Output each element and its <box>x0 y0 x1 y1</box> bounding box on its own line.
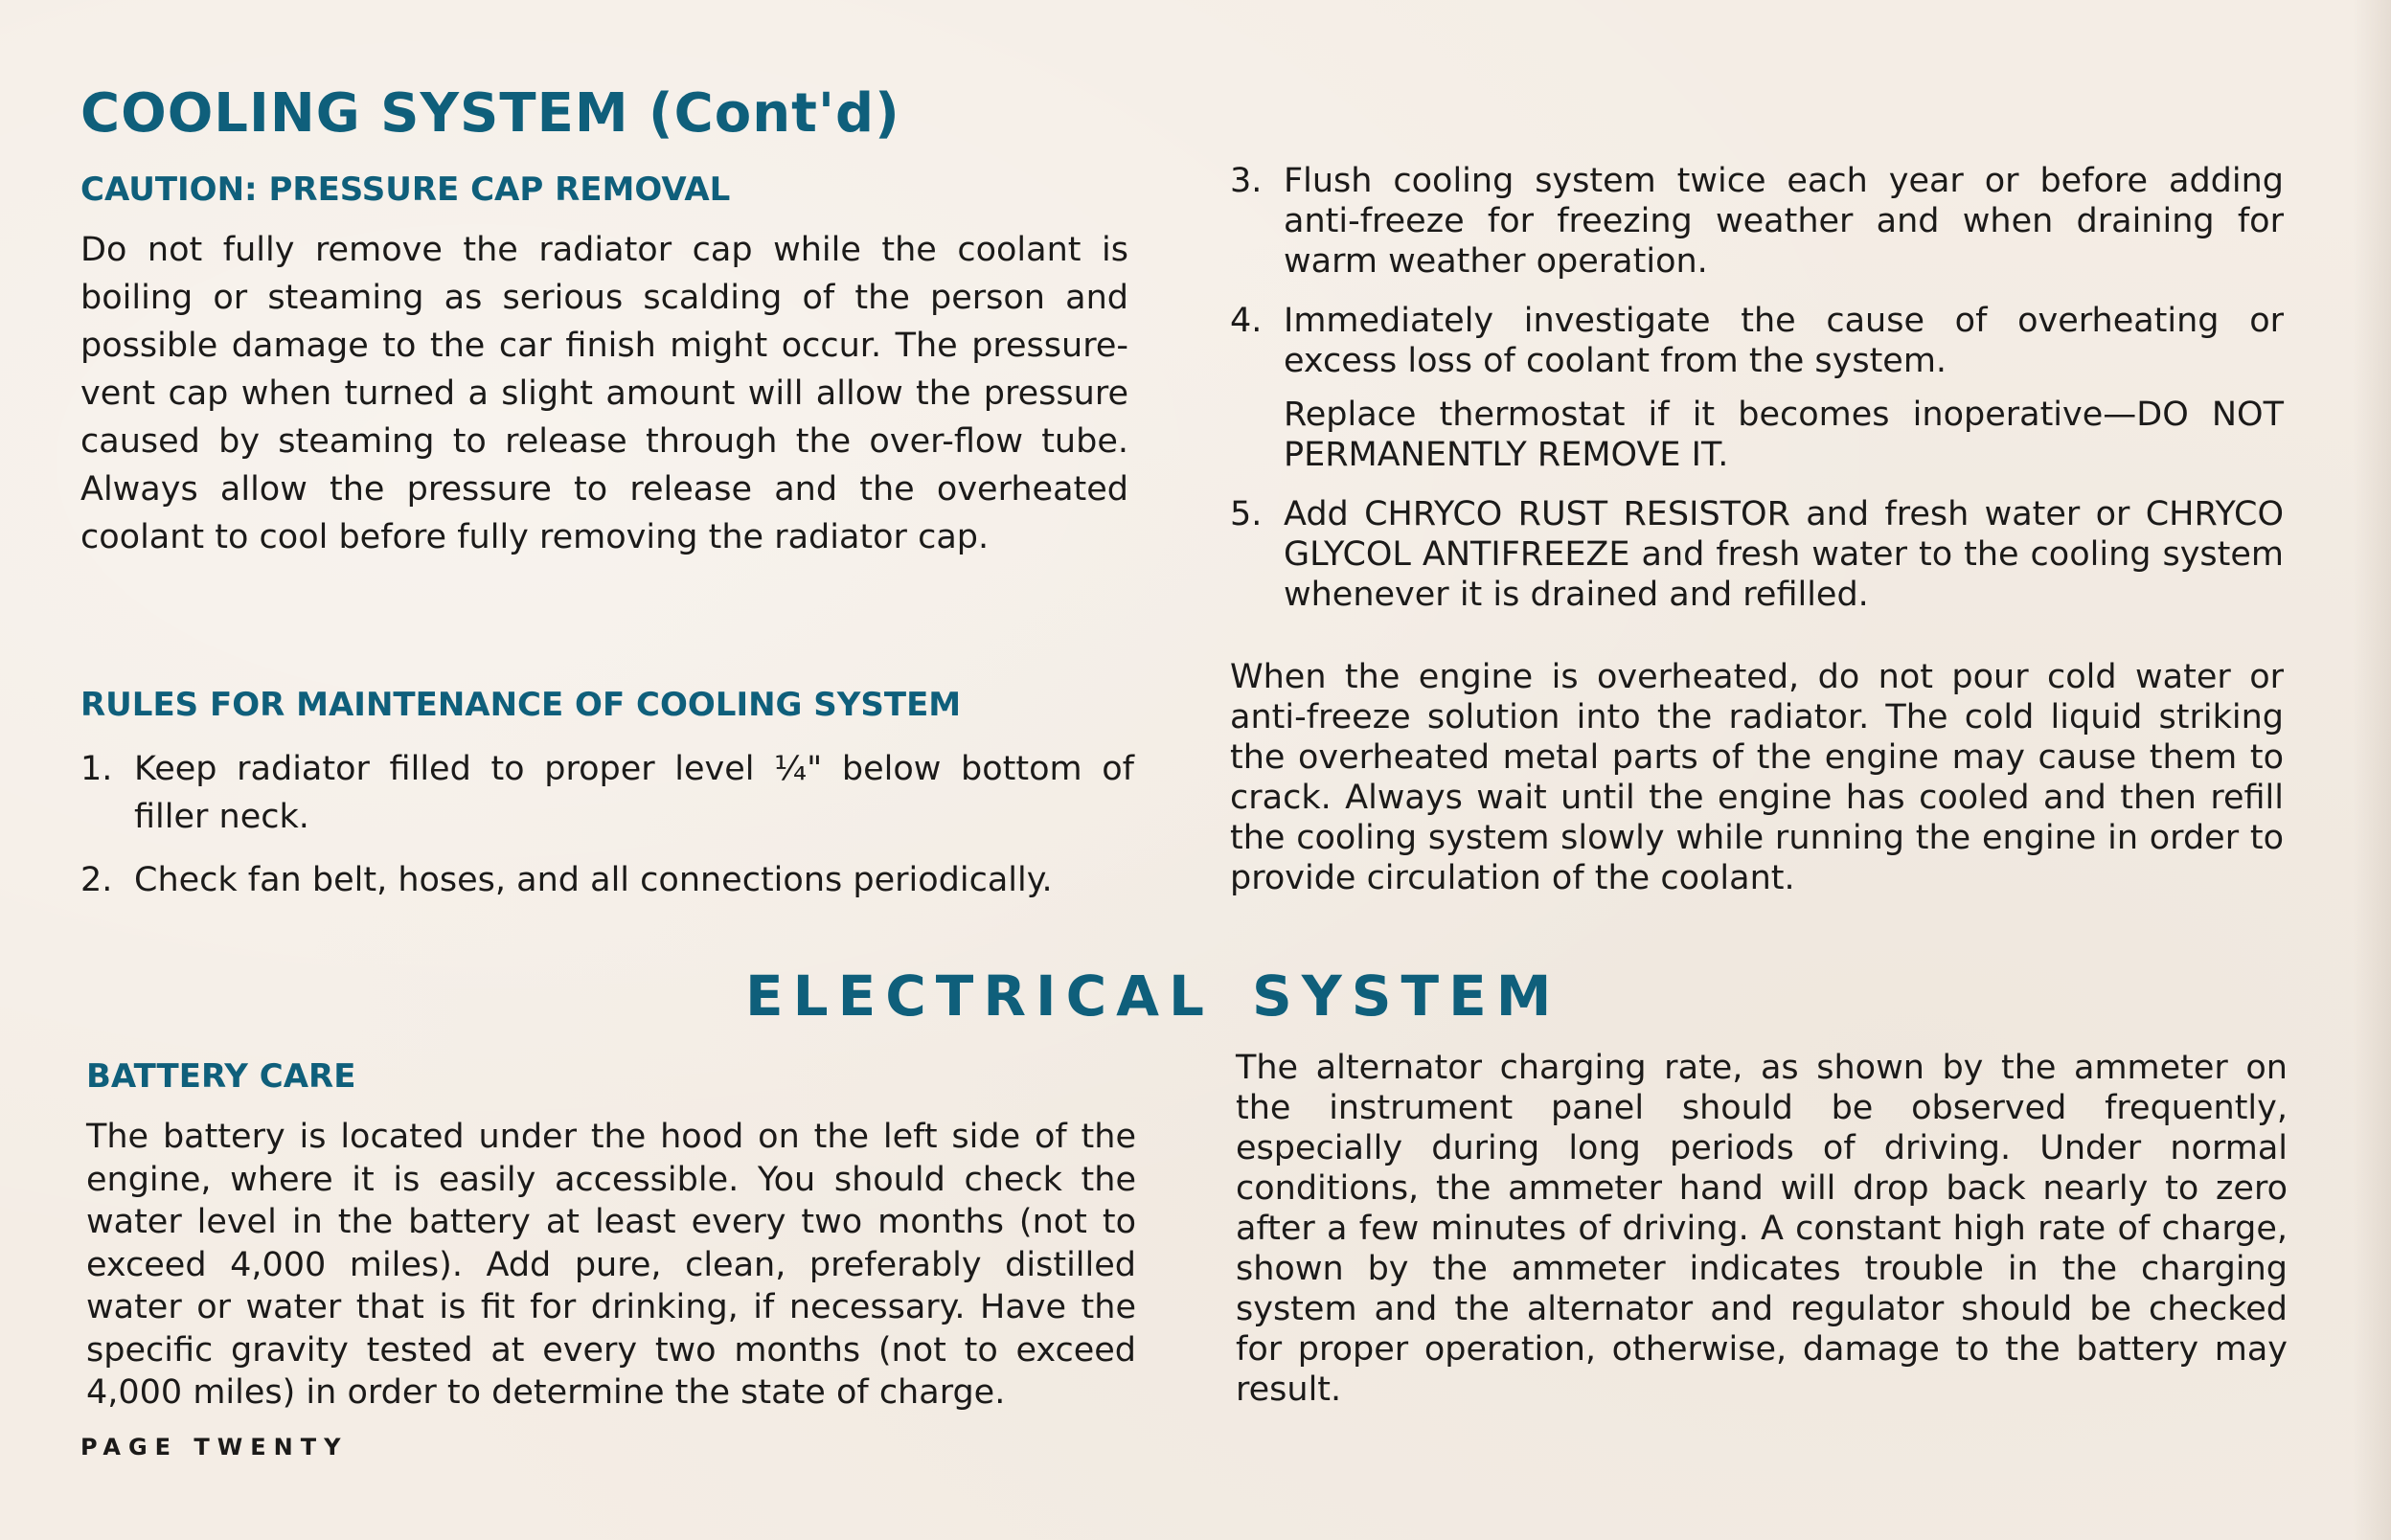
rules-list-left <box>80 745 1134 904</box>
alternator-paragraph: The alternator charging rate, as shown by the ammeter on the instrument panel should be observed frequently, especially during long periods of driving. Under normal conditions, the ammeter hand will drop back nearly to zero after a few minutes of driving. A constant high rate of charge, shown by the ammeter indicates trouble in the charging system and the alternator and regulator should be checked for proper operation, otherwise, damage to the battery may result. <box>1236 1049 2288 1409</box>
rule-number: 3. <box>1230 162 1263 200</box>
electrical-title-word: ELECTRICAL <box>745 963 1214 1029</box>
thermostat-note: Replace thermostat if it becomes inoperative—DO NOT PERMANENTLY REMOVE IT. <box>1284 396 2284 474</box>
overheat-paragraph: When the engine is overheated, do not pour cold water or anti-freeze solution into the radiator. The cold liquid striking the overheated metal parts of the engine may cause them to crack. Always wait until the engine has cooled and then refill the cooling system slowly while running the engine in order to provide circulation of the coolant. <box>1230 658 2284 897</box>
system-title-word: SYSTEM <box>1251 963 1561 1029</box>
rule-item-4 <box>1230 301 2284 475</box>
rule-item-1 <box>80 745 1134 841</box>
rule-text: Check fan belt, hoses, and all connections periodically. <box>134 861 1053 899</box>
rule-text: Add CHRYCO RUST RESISTOR and fresh water or CHRYCO GLYCOL ANTIFREEZE and fresh water to the cooling system whenever it is drained and refilled. <box>1284 495 2284 614</box>
rule-item-2 <box>80 856 1134 904</box>
rules-heading: RULES FOR MAINTENANCE OF COOLING SYSTEM <box>80 686 962 724</box>
page-footer: PAGE TWENTY <box>80 1434 349 1461</box>
battery-heading: BATTERY CARE <box>86 1057 356 1096</box>
rule-text: Immediately investigate the cause of overheating or excess loss of coolant from the system. <box>1284 302 2284 380</box>
rule-text: Flush cooling system twice each year or before adding anti-freeze for freezing weather and when draining for warm weather operation. <box>1284 162 2284 281</box>
rule-number: 1. <box>80 750 113 788</box>
rule-text: Keep radiator filled to proper level ¼" below bottom of filler neck. <box>134 750 1134 836</box>
caution-paragraph: Do not fully remove the radiator cap while the coolant is boiling or steaming as serious scalding of the person and possible damage to the car finish might occur. The pressure-vent cap when turned a slight amount will allow the pressure caused by steaming to release through the over-flow tube. Always allow the pressure to release and the overheated coolant to cool before fully removing the radiator cap. <box>80 231 1128 556</box>
caution-heading: CAUTION: PRESSURE CAP REMOVAL <box>80 170 731 209</box>
rules-list-right <box>1230 161 2284 615</box>
battery-paragraph: The battery is located under the hood on the left side of the engine, where it is easily accessible. You should check the water level in the battery at least every two months (not to exceed 4,000 miles). Add pure, clean, preferably distilled water or water that is fit for drinking, if necessary. Have the specific gravity tested at every two months (not to exceed 4,000 miles) in order to determine the state of charge. <box>86 1118 1136 1412</box>
page-edge-shadow <box>2353 0 2391 1540</box>
rule-item-3 <box>1230 161 2284 282</box>
rule-item-5 <box>1230 494 2284 615</box>
electrical-section-title <box>745 963 1560 1029</box>
rule-number: 2. <box>80 861 113 899</box>
page-title: COOLING SYSTEM (Cont'd) <box>80 82 900 145</box>
rule-number: 4. <box>1230 302 1263 340</box>
rule-number: 5. <box>1230 495 1263 533</box>
